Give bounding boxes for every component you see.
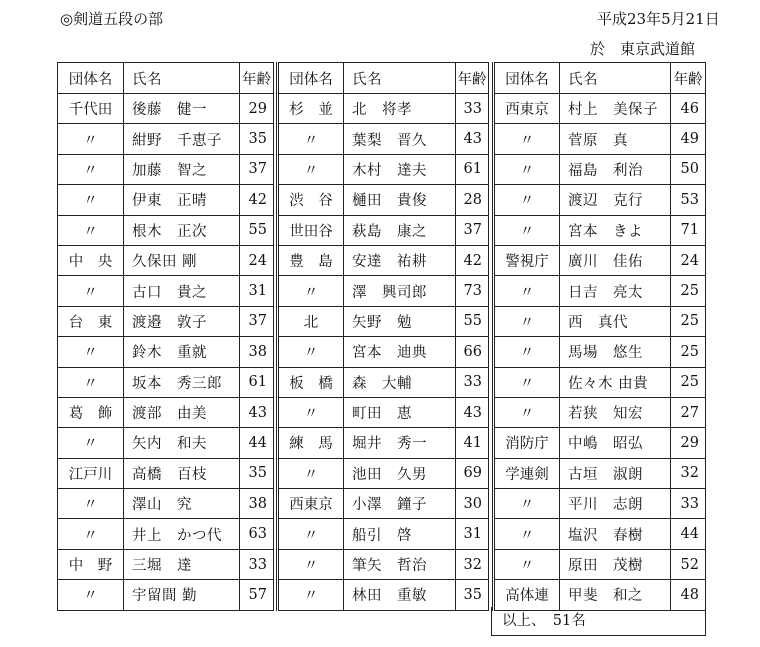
age-cell: 43 xyxy=(240,397,274,427)
age-cell: 61 xyxy=(240,367,274,397)
age-cell: 41 xyxy=(456,428,489,458)
table-row xyxy=(278,458,489,488)
name-cell: 甲斐 和之 xyxy=(560,580,671,610)
header-age: 年齢 xyxy=(240,63,274,94)
age-cell: 42 xyxy=(456,245,489,275)
org-cell: 〃 xyxy=(58,428,124,458)
age-cell: 37 xyxy=(456,215,489,245)
org-cell: 〃 xyxy=(278,397,344,427)
table-row xyxy=(58,245,274,275)
name-cell: 矢野 勉 xyxy=(344,306,456,336)
age-cell: 57 xyxy=(240,580,274,610)
name-cell: 筆矢 哲治 xyxy=(344,549,456,579)
table-row xyxy=(494,580,706,610)
table-row xyxy=(494,154,706,184)
total-count: 以上、 51名 xyxy=(491,607,706,636)
table-row xyxy=(58,428,274,458)
page-title: ◎剣道五段の部 xyxy=(60,10,164,28)
age-cell: 29 xyxy=(240,94,274,124)
org-cell: 北 xyxy=(278,306,344,336)
org-cell: 〃 xyxy=(494,185,560,215)
name-cell: 池田 久男 xyxy=(344,458,456,488)
table-row xyxy=(494,428,706,458)
table-row xyxy=(278,428,489,458)
name-cell: 後藤 健一 xyxy=(124,94,240,124)
age-cell: 24 xyxy=(671,245,706,275)
org-cell: 〃 xyxy=(58,519,124,549)
age-cell: 42 xyxy=(240,185,274,215)
table-row xyxy=(278,549,489,579)
table-row xyxy=(58,367,274,397)
table-row xyxy=(278,306,489,336)
name-cell: 古口 貴之 xyxy=(124,276,240,306)
age-cell: 33 xyxy=(456,94,489,124)
name-cell: 船引 啓 xyxy=(344,519,456,549)
name-cell: 原田 茂樹 xyxy=(560,549,671,579)
age-cell: 38 xyxy=(240,489,274,519)
table-row xyxy=(58,549,274,579)
age-cell: 37 xyxy=(240,154,274,184)
table-row xyxy=(278,580,489,610)
name-cell: 馬場 悠生 xyxy=(560,337,671,367)
age-cell: 35 xyxy=(240,124,274,154)
age-cell: 53 xyxy=(671,185,706,215)
age-cell: 69 xyxy=(456,458,489,488)
table-row xyxy=(494,397,706,427)
table-row xyxy=(494,337,706,367)
age-cell: 71 xyxy=(671,215,706,245)
name-cell: 堀井 秀一 xyxy=(344,428,456,458)
name-cell: 葉梨 晋久 xyxy=(344,124,456,154)
name-cell: 澤山 究 xyxy=(124,489,240,519)
name-cell: 北 将孝 xyxy=(344,94,456,124)
org-cell: 消防庁 xyxy=(494,428,560,458)
table-row xyxy=(494,124,706,154)
event-venue: 於 東京武道館 xyxy=(590,40,696,58)
table-row xyxy=(278,397,489,427)
org-cell: 台 東 xyxy=(58,306,124,336)
name-cell: 根木 正次 xyxy=(124,215,240,245)
org-cell: 板 橋 xyxy=(278,367,344,397)
org-cell: 〃 xyxy=(58,367,124,397)
age-cell: 25 xyxy=(671,367,706,397)
table-row xyxy=(58,276,274,306)
org-cell: 〃 xyxy=(58,276,124,306)
table-row xyxy=(278,124,489,154)
age-cell: 55 xyxy=(456,306,489,336)
table-row xyxy=(278,337,489,367)
age-cell: 25 xyxy=(671,306,706,336)
name-cell: 塩沢 春樹 xyxy=(560,519,671,549)
name-cell: 加藤 智之 xyxy=(124,154,240,184)
header-org: 団体名 xyxy=(58,63,124,94)
org-cell: 〃 xyxy=(494,519,560,549)
age-cell: 31 xyxy=(456,519,489,549)
header-name: 氏名 xyxy=(124,63,240,94)
name-cell: 鈴木 重就 xyxy=(124,337,240,367)
age-cell: 46 xyxy=(671,94,706,124)
org-cell: 〃 xyxy=(58,185,124,215)
age-cell: 32 xyxy=(671,458,706,488)
age-cell: 29 xyxy=(671,428,706,458)
name-cell: 廣川 佳佑 xyxy=(560,245,671,275)
table-row xyxy=(494,519,706,549)
name-cell: 矢内 和夫 xyxy=(124,428,240,458)
age-cell: 33 xyxy=(456,367,489,397)
name-cell: 井上 かつ代 xyxy=(124,519,240,549)
age-cell: 31 xyxy=(240,276,274,306)
org-cell: 〃 xyxy=(278,458,344,488)
header-name: 氏名 xyxy=(560,63,671,94)
table-row xyxy=(278,276,489,306)
age-cell: 44 xyxy=(240,428,274,458)
name-cell: 宮本 きよ xyxy=(560,215,671,245)
org-cell: 〃 xyxy=(494,124,560,154)
age-cell: 33 xyxy=(671,489,706,519)
table-row xyxy=(494,489,706,519)
table-row xyxy=(278,245,489,275)
header-name: 氏名 xyxy=(344,63,456,94)
name-cell: 紺野 千恵子 xyxy=(124,124,240,154)
org-cell: 〃 xyxy=(278,154,344,184)
org-cell: 〃 xyxy=(58,580,124,610)
org-cell: 〃 xyxy=(278,124,344,154)
org-cell: 〃 xyxy=(58,489,124,519)
age-cell: 35 xyxy=(456,580,489,610)
org-cell: 〃 xyxy=(58,124,124,154)
table-row xyxy=(58,185,274,215)
table-row xyxy=(494,306,706,336)
header-age: 年齢 xyxy=(671,63,706,94)
table-row xyxy=(58,94,274,124)
name-cell: 渡部 由美 xyxy=(124,397,240,427)
header-org: 団体名 xyxy=(494,63,560,94)
org-cell: 西東京 xyxy=(494,94,560,124)
org-cell: 〃 xyxy=(494,276,560,306)
table-row xyxy=(278,215,489,245)
org-cell: 〃 xyxy=(58,215,124,245)
table-row xyxy=(58,458,274,488)
org-cell: 〃 xyxy=(494,489,560,519)
age-cell: 43 xyxy=(456,124,489,154)
age-cell: 37 xyxy=(240,306,274,336)
table-row xyxy=(58,519,274,549)
org-cell: 千代田 xyxy=(58,94,124,124)
org-cell: 〃 xyxy=(278,519,344,549)
org-cell: 〃 xyxy=(494,215,560,245)
table-row xyxy=(494,94,706,124)
name-cell: 渡邉 敦子 xyxy=(124,306,240,336)
org-cell: 豊 島 xyxy=(278,245,344,275)
org-cell: 〃 xyxy=(278,276,344,306)
name-cell: 古垣 淑朗 xyxy=(560,458,671,488)
org-cell: 杉 並 xyxy=(278,94,344,124)
name-cell: 宮本 迪典 xyxy=(344,337,456,367)
table-row xyxy=(494,367,706,397)
org-cell: 中 央 xyxy=(58,245,124,275)
age-cell: 33 xyxy=(240,549,274,579)
age-cell: 30 xyxy=(456,489,489,519)
name-cell: 福島 利治 xyxy=(560,154,671,184)
name-cell: 高橋 百枝 xyxy=(124,458,240,488)
name-cell: 日吉 亮太 xyxy=(560,276,671,306)
table-row xyxy=(278,185,489,215)
header-row xyxy=(58,63,274,94)
table-row xyxy=(58,489,274,519)
table-row xyxy=(58,154,274,184)
name-cell: 木村 達夫 xyxy=(344,154,456,184)
table-row xyxy=(58,580,274,610)
org-cell: 〃 xyxy=(494,549,560,579)
age-cell: 61 xyxy=(456,154,489,184)
org-cell: 〃 xyxy=(494,154,560,184)
age-cell: 25 xyxy=(671,337,706,367)
org-cell: 葛 飾 xyxy=(58,397,124,427)
name-cell: 坂本 秀三郎 xyxy=(124,367,240,397)
org-cell: 〃 xyxy=(494,306,560,336)
org-cell: 中 野 xyxy=(58,549,124,579)
roster-table-1 xyxy=(57,62,274,611)
name-cell: 林田 重敏 xyxy=(344,580,456,610)
org-cell: 警視庁 xyxy=(494,245,560,275)
name-cell: 宇留間 勤 xyxy=(124,580,240,610)
name-cell: 町田 恵 xyxy=(344,397,456,427)
table-row xyxy=(58,306,274,336)
org-cell: 〃 xyxy=(278,549,344,579)
name-cell: 西 真代 xyxy=(560,306,671,336)
org-cell: 世田谷 xyxy=(278,215,344,245)
table-row xyxy=(278,489,489,519)
org-cell: 〃 xyxy=(278,580,344,610)
name-cell: 佐々木 由貴 xyxy=(560,367,671,397)
table-row xyxy=(494,549,706,579)
org-cell: 〃 xyxy=(494,367,560,397)
org-cell: 渋 谷 xyxy=(278,185,344,215)
age-cell: 73 xyxy=(456,276,489,306)
org-cell: 〃 xyxy=(494,397,560,427)
table-row xyxy=(278,154,489,184)
header-age: 年齢 xyxy=(456,63,489,94)
table-row xyxy=(58,397,274,427)
name-cell: 平川 志朗 xyxy=(560,489,671,519)
table-row xyxy=(58,337,274,367)
table-row xyxy=(58,215,274,245)
name-cell: 村上 美保子 xyxy=(560,94,671,124)
table-row xyxy=(278,94,489,124)
age-cell: 24 xyxy=(240,245,274,275)
age-cell: 43 xyxy=(456,397,489,427)
table-row xyxy=(494,185,706,215)
org-cell: 〃 xyxy=(494,337,560,367)
name-cell: 若狭 知宏 xyxy=(560,397,671,427)
table-row xyxy=(278,367,489,397)
header-row xyxy=(278,63,489,94)
name-cell: 樋田 貴俊 xyxy=(344,185,456,215)
age-cell: 66 xyxy=(456,337,489,367)
name-cell: 久保田 剛 xyxy=(124,245,240,275)
name-cell: 萩島 康之 xyxy=(344,215,456,245)
org-cell: 高体連 xyxy=(494,580,560,610)
age-cell: 27 xyxy=(671,397,706,427)
name-cell: 澤 興司郎 xyxy=(344,276,456,306)
table-row xyxy=(494,276,706,306)
event-date: 平成23年5月21日 xyxy=(597,10,720,28)
name-cell: 中嶋 昭弘 xyxy=(560,428,671,458)
name-cell: 渡辺 克行 xyxy=(560,185,671,215)
name-cell: 安達 祐耕 xyxy=(344,245,456,275)
header-row xyxy=(494,63,706,94)
table-row xyxy=(494,458,706,488)
age-cell: 44 xyxy=(671,519,706,549)
table-row xyxy=(58,124,274,154)
age-cell: 35 xyxy=(240,458,274,488)
age-cell: 63 xyxy=(240,519,274,549)
age-cell: 55 xyxy=(240,215,274,245)
age-cell: 52 xyxy=(671,549,706,579)
org-cell: 〃 xyxy=(278,337,344,367)
table-row xyxy=(494,245,706,275)
age-cell: 28 xyxy=(456,185,489,215)
name-cell: 小澤 鐘子 xyxy=(344,489,456,519)
age-cell: 50 xyxy=(671,154,706,184)
age-cell: 32 xyxy=(456,549,489,579)
roster-table-3 xyxy=(492,62,706,611)
org-cell: 学連剣 xyxy=(494,458,560,488)
age-cell: 48 xyxy=(671,580,706,610)
age-cell: 38 xyxy=(240,337,274,367)
name-cell: 菅原 真 xyxy=(560,124,671,154)
org-cell: 〃 xyxy=(58,337,124,367)
table-row xyxy=(278,519,489,549)
header-org: 団体名 xyxy=(278,63,344,94)
name-cell: 伊東 正晴 xyxy=(124,185,240,215)
age-cell: 49 xyxy=(671,124,706,154)
table-row xyxy=(494,215,706,245)
org-cell: 西東京 xyxy=(278,489,344,519)
age-cell: 25 xyxy=(671,276,706,306)
org-cell: 江戸川 xyxy=(58,458,124,488)
name-cell: 三堀 達 xyxy=(124,549,240,579)
org-cell: 練 馬 xyxy=(278,428,344,458)
roster-table-2 xyxy=(276,62,489,611)
name-cell: 森 大輔 xyxy=(344,367,456,397)
org-cell: 〃 xyxy=(58,154,124,184)
